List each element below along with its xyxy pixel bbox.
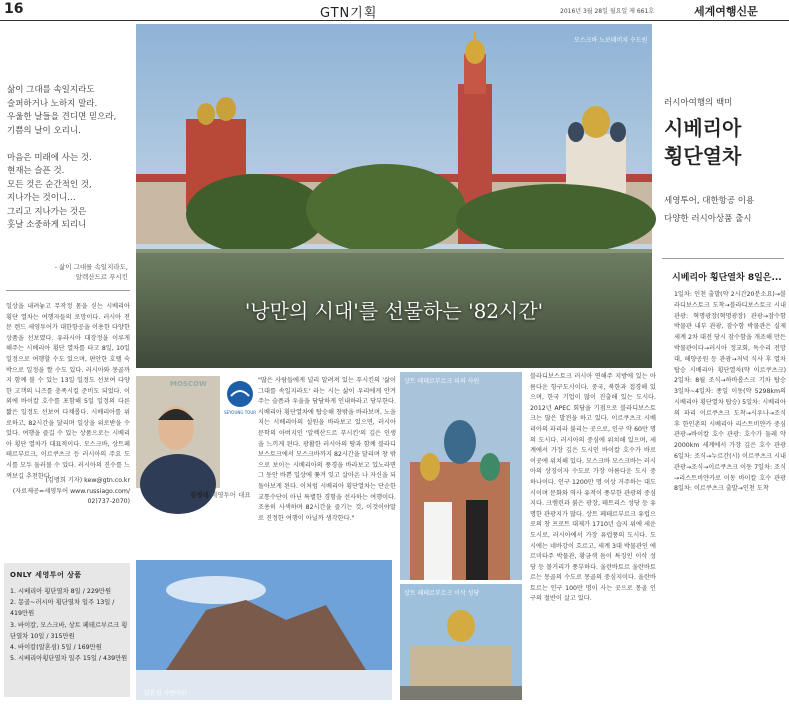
poem: 삶이 그대를 속일지라도 슬퍼하거나 노하지 말라. 우울한 날들을 견디면 믿으라, 기쁨의 날이 오리니. 마음은 미래에 사는 것. 현재는 슬픈 것. 모든 것은 순간적인 것, 지나가는 것이니… 그리고 지나가는 것은 훗날 소중하게 되리니 [7, 85, 117, 230]
itinerary-text: 1일차: 인천 출발(약 2시간20분소요)→블라디보스토크 도착→블라디보스토크 시내 관광: 혁명광장(혁명광장) 관광→잠수함 박물관 내부 관광, 잠수함 박물관은 실제 세계 2차 대전 당시 잠수함을 개조해 만든 박물관이다→러시아 정교회, 독수리 전망대, 해양공원 등 관광→저녁 식사 후 열차 탑승 시베리아 횡단열차(약 이르쿠츠크) 2일차: 8월 조식→하바롭스크 기차 탑승 3일차~4일차: 종일 이동(약 5298km의 시베리아 횡단열차 탑승) 5일차: 시베리아의 파리 이르쿠츠크 도착→시우나→조식 후 한인촌의 시베리아 리스트비얀카 중심 관광→바이칼 호수 관광: 호수가 둘레 약 2000km 세계에서 가장 깊은 호수 관광 6일차: 조식→누르간(시) 이르쿠츠크 시내관광→조식→이르쿠츠크 이동 7일차: 조식→리스트비얀카로 이동 바이칼 호수 관광 8일차: 이르쿠츠크 출발→인천 도착 [674, 291, 786, 493]
contact-line-1: (김명희 기자) kew@gtn.co.kr [45, 477, 130, 484]
contact-info [6, 476, 130, 518]
feature-headline: '낭만의 시대'를 선물하는 '82시간' [244, 299, 544, 323]
monastery-photo-credit: 모스크바 노보데비치 수도원 [574, 37, 648, 44]
masthead: 세계여행신문 [694, 5, 758, 18]
itinerary-title: 시베리아 횡단열차 8일은... [672, 273, 782, 283]
product-item: 2. 몽골~러시아 횡단열차 일주 13일 / 419만원 [10, 599, 115, 618]
poem-credit: - 삶이 그대를 속일지라도, 알렉산드르 푸시킨 [54, 263, 128, 281]
portrait-photo [136, 376, 220, 488]
product-item: 4. 바이칼(알혼섬) 5일 / 169만원 [10, 644, 102, 652]
contact-line-3: 02)737-2070) [87, 498, 130, 506]
contact-line-2: (자료제공=세영투어 www.russiago.com/ [12, 487, 130, 495]
page-header [0, 0, 789, 21]
logo-wordmark: SEYOUNG TOUR [224, 410, 257, 415]
product-item: 3. 바이칼, 모스크바, 상트 페테르부르크 횡단열차 10일 / 315만원 [10, 621, 128, 640]
product-list [10, 586, 128, 664]
product-item: 1. 시베리아 횡단열차 8일 / 229만원 [10, 588, 112, 595]
cathedral-photo-credit: 상트 페테르부르크 이삭 성당 [404, 590, 480, 597]
portrait-role: 세영투어 대표 [210, 491, 251, 499]
section-label: GTN기획 [320, 6, 378, 21]
feature-title: 시베리아 횡단열차 [664, 116, 742, 168]
mid-article: 블라디보스토크 러시아 연해주 지방에 있는 아름다운 항구도시이다. 중국, 북한과 접경해 있으며, 한국 기업이 많이 진출해 있는 도시다. 2012년 APEC 회담을 기점으로 블라디보스토크는 많은 발전을 하고 있다. 이르쿠츠크 시베리아의 파리라 불리는 곳으로, 인구 약 60만 명의 도시다. 러시아의 중심에 위치해 있으며, 세계에서 가장 깊은 도시인 바이칼 호수가 바로 이곳에 위치해 있다. 모스크바 모스크바는 러시아의 상징이자 수도로 가장 아름다운 도시 중 하나이다. 인구 1200만 명 이상 거주하는 대도시이며 문화와 역사 유적이 풍부한 관광의 중심지다. 크렘린과 붉은 광장, 테트리스 성당 등 유명한 관광지가 많다. 상트 페테르부르크 유럽으로의 창 프로트 대제가 1710년 습지 위에 세운 도시로, 러시아에서 가장 유럽풍의 도시다. 도시에는 네바강이 흐르고, 세계 3대 박물관인 에르미타주 박물관, 황금색 돔이 특징인 이삭 성당 등 볼거리가 풍부하다. 울란바토르 울란바토르는 몽골의 수도로 몽골의 중심지이다. 울란바토르는 인구 100만 명이 사는 곳으로 몽골 인구의 절반이 살고 있다. [530, 373, 656, 603]
olkhon-rock-photo [136, 560, 392, 700]
quote-text: "많은 사람들에게 널리 알려져 있는 푸시킨의 '삶이 그대를 속일지라도' 라는 시는 삶이 우리에게 안겨주는 슬픔과 우울을 담담하게 인내하라고 당부한다. 시베리아 횡단열차에 탑승해 창밖을 바라보며, 노을 지는 시베리아의 설원을 바라보고 있으면, 러시아 문학의 아버지인 '알렉산드르 푸시킨'의 깊은 인생을 느끼게 된다. 광활한 러시아의 땅과 함께 블라디보스토크에서 모스크바까지 82시간을 달리며 창 밖으로 보이는 시베리아의 풍경을 바라보고 있노라면 그 동안 바쁜 일상에 쫓겨 잊고 살아온 나 자신을 되돌아보게 된다. 이처럼 시베리아 횡단열차는 단순한 교통수단이 아닌 특별한 경험을 선사하는 여행이다. 조용히 사색하며 82시간을 즐기는 것, 이것이야말로 진정한 여행이 아닐까 생각한다." [258, 377, 396, 522]
portrait-sign-text: MOSCOW [170, 380, 207, 388]
feature-deck: 세영투어, 대한항공 이용 다양한 러시아상품 출시 [664, 196, 755, 224]
kicker: 러시아여행의 백미 [664, 98, 733, 108]
church-photo [400, 372, 522, 580]
issue-date: 2016년 3월 28일 월요일 제 661호 [560, 8, 655, 15]
church-photo-credit: 상트 페테르부르크 피의 사원 [404, 378, 480, 385]
portrait-name: 김영래 [190, 491, 209, 499]
divider [662, 258, 784, 259]
product-list-title: ONLY 세영투어 상품 [10, 571, 82, 579]
divider [6, 290, 130, 291]
page-number: 16 [4, 1, 24, 17]
product-item: 5. 시베리아횡단열차 일주 15일 / 439만원 [10, 655, 128, 663]
olkhon-photo-credit: 알혼섬 샤먼바위 [144, 690, 187, 697]
left-article: 일상을 내려놓고 무작정 몸을 싣는 시베리아 횡단 열차는 여행자들의 로망이다. 러시아 전문 랜드 세영투어가 대한항공을 이용한 다양한 상품을 선보였다. 유라시아 대장정을 이루게 해주는 시베리아 횡단 열차를 타고 8일, 10일 일정으로 여행할 수도 있으며, 편안한 호텔 숙박으로 일정을 짤 수도 있다. 러시아와 몽골까지 함께 볼 수 있는 13일 일정도 선보여 다양한 고객의 니즈를 충족시킬 준비도 되었다. 이외에 바이칼 호수를 포함해 5일 일정의 다른 짧은 일정도 선보여 다채롭다. 시베리아를 위로하고, 82시간을 달리며 일상을 위로받을 수 있다. 여행을 즐길 수 있는 상품으로는 시베리아 횡단 열차가 대표적이다. 모스크바, 상트페테르부르크, 이르쿠츠크 등 러시아의 주요 도시를 모두 둘러볼 수 있다. 러시아의 진수를 느껴보길 추천한다. [6, 303, 130, 480]
cathedral-photo [400, 584, 522, 700]
